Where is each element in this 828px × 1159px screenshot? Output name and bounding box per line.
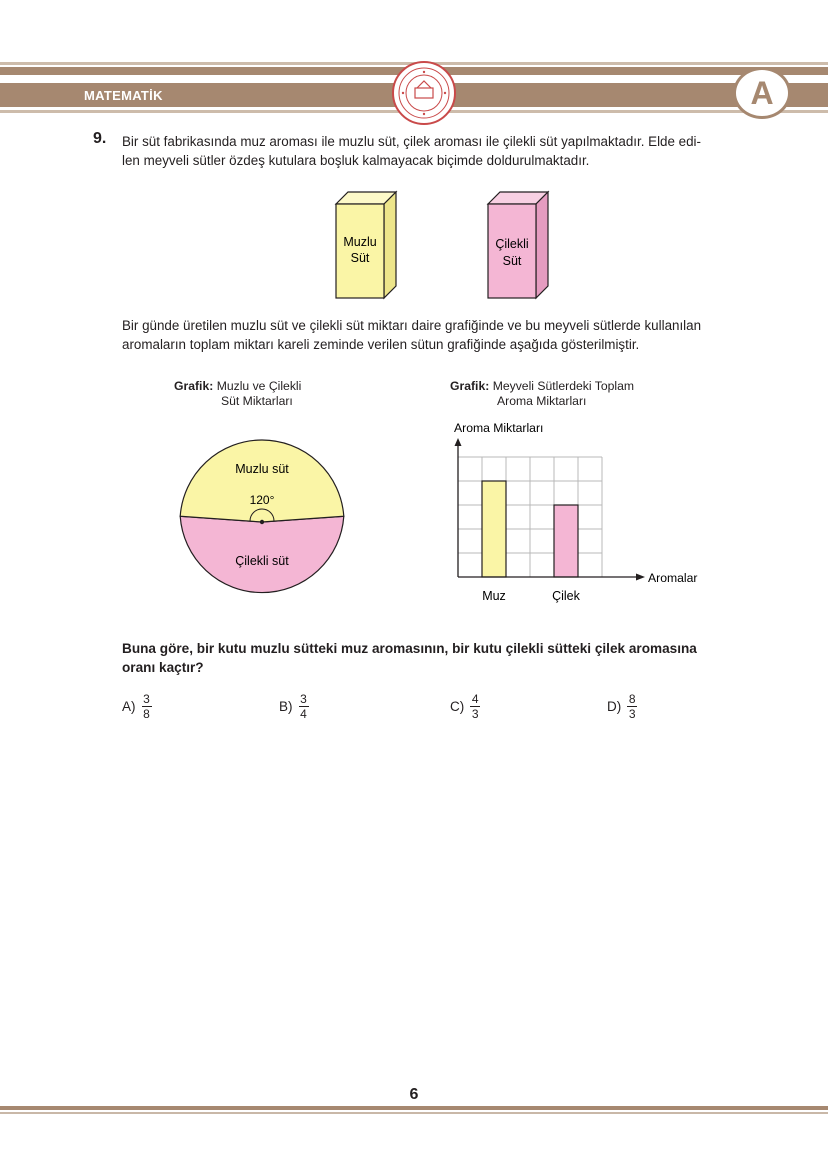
bar-caption-line2: Aroma Miktarları xyxy=(497,394,587,408)
footer-rule-thin xyxy=(0,1112,828,1114)
strawberry-box-label-1: Çilekli xyxy=(495,237,529,251)
option-c-numerator: 4 xyxy=(471,692,479,706)
y-axis-arrow xyxy=(455,438,462,446)
stem-line: oranı kaçtır? xyxy=(122,660,204,675)
page-number: 6 xyxy=(409,1086,419,1103)
option-c-denominator: 3 xyxy=(471,707,479,721)
option-a-fraction xyxy=(142,693,152,720)
middle-line: aromaların toplam miktarı kareli zeminde verilen sütun grafiğinde aşağıda gösterilmiştir. xyxy=(122,337,640,352)
bar-chart-caption xyxy=(450,379,634,409)
question-middle xyxy=(122,316,762,354)
bar-muz xyxy=(482,481,506,577)
bar-caption-key: Grafik: xyxy=(450,379,490,393)
pie-chart xyxy=(170,430,355,615)
question-number: 9. xyxy=(93,130,107,147)
option-d-denominator: 3 xyxy=(628,707,636,721)
option-d-label: D) xyxy=(607,699,622,714)
option-c-fraction xyxy=(470,693,480,720)
pie-slice-banana xyxy=(180,440,344,522)
question-intro xyxy=(122,132,762,170)
x-tick-label: Muz xyxy=(482,589,506,603)
banana-box-label-1: Muzlu xyxy=(343,235,377,249)
booklet-type-badge: A xyxy=(733,67,791,119)
milk-boxes-figure xyxy=(330,190,560,302)
option-a-numerator: 3 xyxy=(143,692,150,706)
stem-line: Buna göre, bir kutu muzlu sütteki muz aromasının, bir kutu çilekli sütteki çilek aromasına xyxy=(122,641,697,656)
middle-line: Bir günde üretilen muzlu süt ve çilekli süt miktarı daire grafiğinde ve bu meyveli sütlerde kullanılan xyxy=(122,318,702,333)
subject-label: MATEMATİK xyxy=(84,88,163,103)
x-axis-label: Aromalar xyxy=(648,571,698,585)
option-b-fraction xyxy=(299,693,309,720)
footer-rule xyxy=(0,1106,828,1110)
pie-caption-line2: Süt Miktarları xyxy=(221,394,293,408)
x-axis-arrow xyxy=(636,574,645,581)
option-d-numerator: 8 xyxy=(628,692,636,706)
option-b-denominator: 4 xyxy=(300,707,307,721)
bar-chart xyxy=(440,415,720,615)
strawberry-milk-box xyxy=(488,192,548,298)
x-tick-label: Çilek xyxy=(552,589,580,603)
strawberry-box-label-2: Süt xyxy=(502,254,522,268)
pie-angle-label: 120° xyxy=(249,493,275,507)
option-a[interactable] xyxy=(122,693,152,720)
intro-line: len meyveli sütler özdeş kutulara boşluk kalmayacak biçimde doldurulmaktadır. xyxy=(122,153,590,168)
option-a-denominator: 8 xyxy=(143,707,150,721)
pie-chart-caption xyxy=(174,379,301,409)
option-c[interactable] xyxy=(450,693,480,720)
pie-center-dot xyxy=(260,520,264,524)
option-c-label: C) xyxy=(450,699,465,714)
pie-label-banana: Muzlu süt xyxy=(235,462,289,476)
intro-line: Bir süt fabrikasında muz aroması ile muzlu süt, çilek aroması ile çilekli süt yapılmaktadır. Elde edi- xyxy=(122,134,701,149)
pie-caption-key: Grafik: xyxy=(174,379,214,393)
option-b[interactable] xyxy=(279,693,309,720)
banana-milk-box xyxy=(336,192,396,298)
option-d-fraction xyxy=(627,693,637,720)
option-d[interactable] xyxy=(607,693,637,720)
y-axis-label: Aroma Miktarları xyxy=(454,421,544,435)
option-a-label: A) xyxy=(122,699,136,714)
pie-label-strawberry: Çilekli süt xyxy=(235,554,289,568)
ministry-seal-logo xyxy=(391,60,457,131)
bar-caption-line1: Meyveli Sütlerdeki Toplam xyxy=(492,379,635,393)
bar-cilek xyxy=(554,505,578,577)
option-b-numerator: 3 xyxy=(300,692,307,706)
question-stem xyxy=(122,639,762,677)
option-b-label: B) xyxy=(279,699,293,714)
pie-caption-line1: Muzlu ve Çilekli xyxy=(216,379,302,393)
banana-box-label-2: Süt xyxy=(350,251,370,265)
